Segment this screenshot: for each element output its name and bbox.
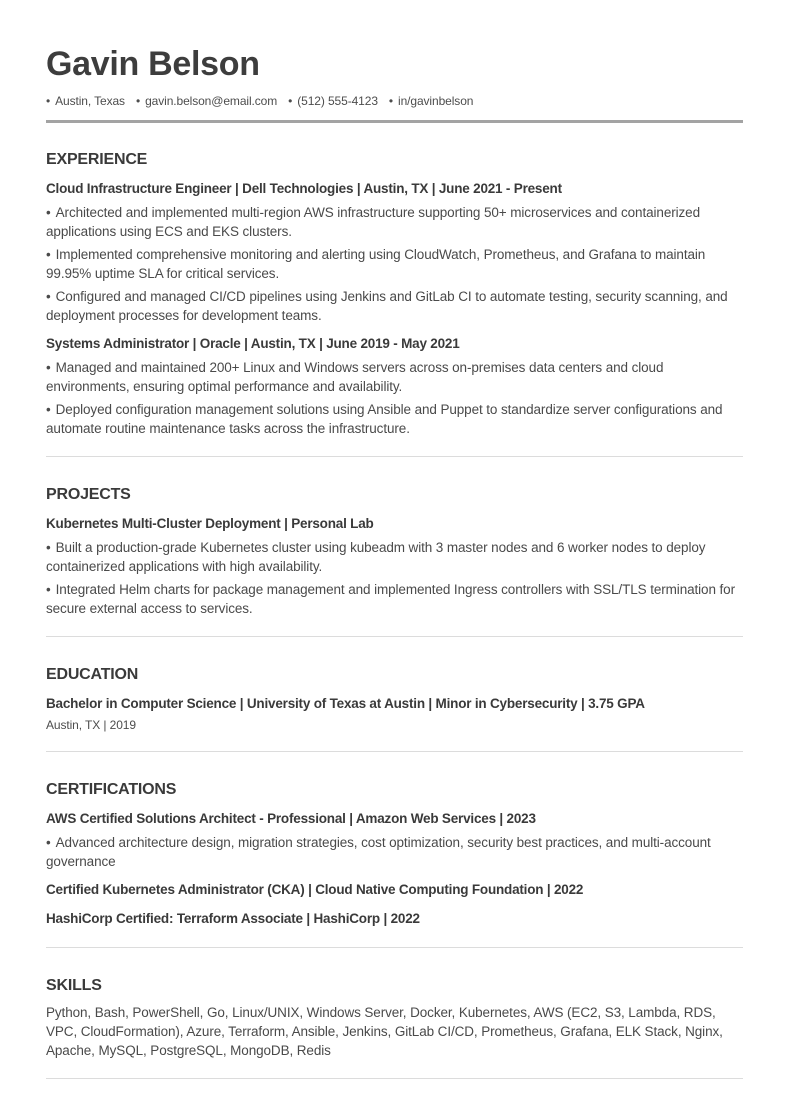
contact-location-text: Austin, Texas: [55, 94, 125, 108]
contact-location: [46, 93, 125, 109]
certification-item: [46, 909, 743, 929]
education-location-year: Austin, TX | 2019: [46, 718, 136, 732]
header-divider: [46, 120, 743, 123]
contact-linkedin: [389, 93, 473, 109]
section-divider: [46, 751, 743, 752]
candidate-name: Gavin Belson: [46, 45, 260, 83]
bullet-text: Architected and implemented multi-region AWS infrastructure supporting 50+ microservices and containerized applications using ECS and EKS clusters.: [46, 205, 700, 239]
item-heading: Systems Administrator | Oracle | Austin, TX | June 2019 - May 2021: [46, 336, 460, 351]
bullet-icon: •: [46, 402, 51, 417]
experience-item: [46, 179, 743, 325]
section-skills: [46, 976, 743, 1060]
bullet-icon: •: [46, 247, 51, 262]
item-heading: AWS Certified Solutions Architect - Professional | Amazon Web Services | 2023: [46, 811, 536, 826]
bullet-text: Deployed configuration management solutions using Ansible and Puppet to standardize server configurations and automate routine maintenance tasks across the infrastructure.: [46, 402, 723, 436]
section-title-certifications: CERTIFICATIONS: [46, 781, 177, 798]
section-title-skills: SKILLS: [46, 977, 102, 994]
item-heading: HashiCorp Certified: Terraform Associate | HashiCorp | 2022: [46, 911, 420, 926]
bullet-icon: •: [288, 94, 293, 108]
bullet-text: Managed and maintained 200+ Linux and Windows servers across on-premises data centers and cloud environments, ensuring optimal performance and availability.: [46, 360, 664, 394]
education-item: [46, 694, 743, 733]
bullet-icon: •: [46, 94, 51, 108]
bullet-icon: •: [46, 540, 51, 555]
contact-linkedin-text: in/gavinbelson: [398, 94, 474, 108]
item-heading: Certified Kubernetes Administrator (CKA) | Cloud Native Computing Foundation | 2022: [46, 882, 584, 897]
section-title-projects: PROJECTS: [46, 486, 131, 503]
experience-item: [46, 334, 743, 438]
section-divider: [46, 636, 743, 637]
bullet-text: Implemented comprehensive monitoring and alerting using CloudWatch, Prometheus, and Grafana to maintain 99.95% uptime SLA for critical services.: [46, 247, 706, 281]
section-divider: [46, 1078, 743, 1079]
bullet-point: [46, 580, 743, 618]
certification-item: [46, 880, 743, 900]
bullet-icon: •: [135, 94, 141, 108]
project-item: [46, 514, 743, 618]
bullet-text: Built a production-grade Kubernetes cluster using kubeadm with 3 master nodes and 6 worker nodes to deploy containerized applications with high availability.: [46, 540, 706, 574]
item-heading: Bachelor in Computer Science | University of Texas at Austin | Minor in Cybersecurity | 3.75 GPA: [46, 696, 645, 711]
bullet-point: [46, 538, 743, 576]
bullet-point: [46, 203, 743, 241]
bullet-point: [46, 400, 743, 438]
bullet-icon: •: [46, 205, 51, 220]
bullet-point: [46, 833, 743, 871]
bullet-icon: •: [388, 94, 394, 108]
certification-item: [46, 809, 743, 871]
bullet-icon: •: [46, 289, 51, 304]
section-experience: [46, 150, 743, 438]
bullet-point: [46, 245, 743, 283]
bullet-point: [46, 287, 743, 325]
section-divider: [46, 947, 743, 948]
bullet-text: Integrated Helm charts for package management and implemented Ingress controllers with SSL/TLS termination for secure external access to services.: [46, 582, 735, 616]
section-title-experience: EXPERIENCE: [46, 151, 148, 168]
section-title-education: EDUCATION: [46, 666, 139, 683]
contact-email-text: gavin.belson@email.com: [145, 94, 278, 108]
contact-email: [136, 93, 277, 109]
bullet-icon: •: [46, 360, 51, 375]
skills-text: Python, Bash, PowerShell, Go, Linux/UNIX, Windows Server, Docker, Kubernetes, AWS (EC2, S3, Lambda, RDS, VPC, CloudFormation), Azure, Terraform, Ansible, Jenkins, GitLab CI/CD, Prometheus, Grafana, ELK Stack, Nginx, Apache, MySQL, PostgreSQL, MongoDB, Redis: [46, 1005, 723, 1058]
section-projects: [46, 485, 743, 618]
section-education: [46, 665, 743, 733]
section-divider: [46, 456, 743, 457]
contact-phone-text: (512) 555-4123: [297, 94, 378, 108]
bullet-icon: •: [46, 835, 51, 850]
bullet-text: Advanced architecture design, migration strategies, cost optimization, security best practices, and multi-account governance: [46, 835, 711, 869]
item-heading: Kubernetes Multi-Cluster Deployment | Personal Lab: [46, 516, 374, 531]
section-certifications: [46, 780, 743, 929]
bullet-icon: •: [46, 582, 51, 597]
item-heading: Cloud Infrastructure Engineer | Dell Technologies | Austin, TX | June 2021 - Present: [46, 181, 562, 196]
contact-phone: [288, 93, 378, 109]
contact-line: [46, 93, 743, 109]
bullet-point: [46, 358, 743, 396]
bullet-text: Configured and managed CI/CD pipelines using Jenkins and GitLab CI to automate testing, security scanning, and deployment processes for development teams.: [46, 289, 728, 323]
resume-header: [46, 44, 743, 123]
